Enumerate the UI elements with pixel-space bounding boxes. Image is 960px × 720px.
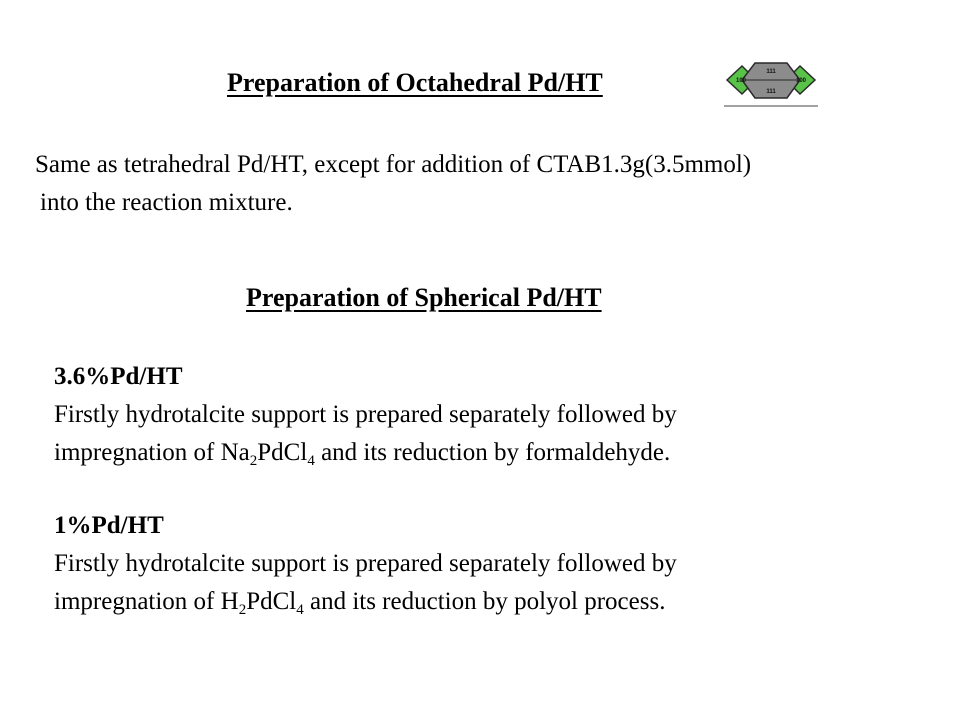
sample-3-6-line2-pre: impregnation of Na: [54, 439, 250, 466]
sample-1-sub-a: 2: [238, 602, 247, 618]
sample-1-line2-post: and its reduction by polyol process.: [303, 588, 666, 615]
sample-3-6-line2-post: and its reduction by formaldehyde.: [314, 439, 671, 466]
icon-label-bottom: 111: [766, 89, 776, 95]
heading-octahedral: Preparation of Octahedral Pd/HT: [227, 68, 603, 97]
sample-3-6-mid: PdCl: [257, 439, 308, 466]
icon-label-left: 100: [735, 78, 747, 84]
sample-3-6-sub-a: 2: [249, 453, 258, 469]
sample-3-6-line1: Firstly hydrotalcite support is prepared separately followed by: [54, 401, 677, 428]
octahedral-description: [35, 146, 751, 222]
icon-label-right: 100: [795, 78, 807, 84]
heading-spherical: Preparation of Spherical Pd/HT: [246, 283, 602, 312]
sample-3-6-line2: [54, 434, 677, 472]
sample-1-section: [54, 507, 677, 621]
icon-label-top: 111: [766, 69, 776, 75]
sample-1-line2: [54, 583, 677, 621]
sample-1-title: 1%Pd/HT: [54, 512, 164, 539]
sample-3-6-title: 3.6%Pd/HT: [54, 363, 183, 390]
sample-3-6-sub-b: 4: [307, 453, 315, 469]
sample-1-mid: PdCl: [246, 588, 297, 615]
octahedral-description-line2: into the reaction mixture.: [40, 189, 293, 216]
sample-1-line1: Firstly hydrotalcite support is prepared separately followed by: [54, 550, 677, 577]
octahedral-description-line1: Same as tetrahedral Pd/HT, except for addition of CTAB1.3g(3.5mmol): [35, 151, 752, 178]
sample-1-sub-b: 4: [296, 602, 304, 618]
octahedron-facets-icon: [724, 58, 818, 108]
sample-1-line2-pre: impregnation of H: [54, 588, 239, 615]
sample-3-6-section: [54, 358, 677, 472]
